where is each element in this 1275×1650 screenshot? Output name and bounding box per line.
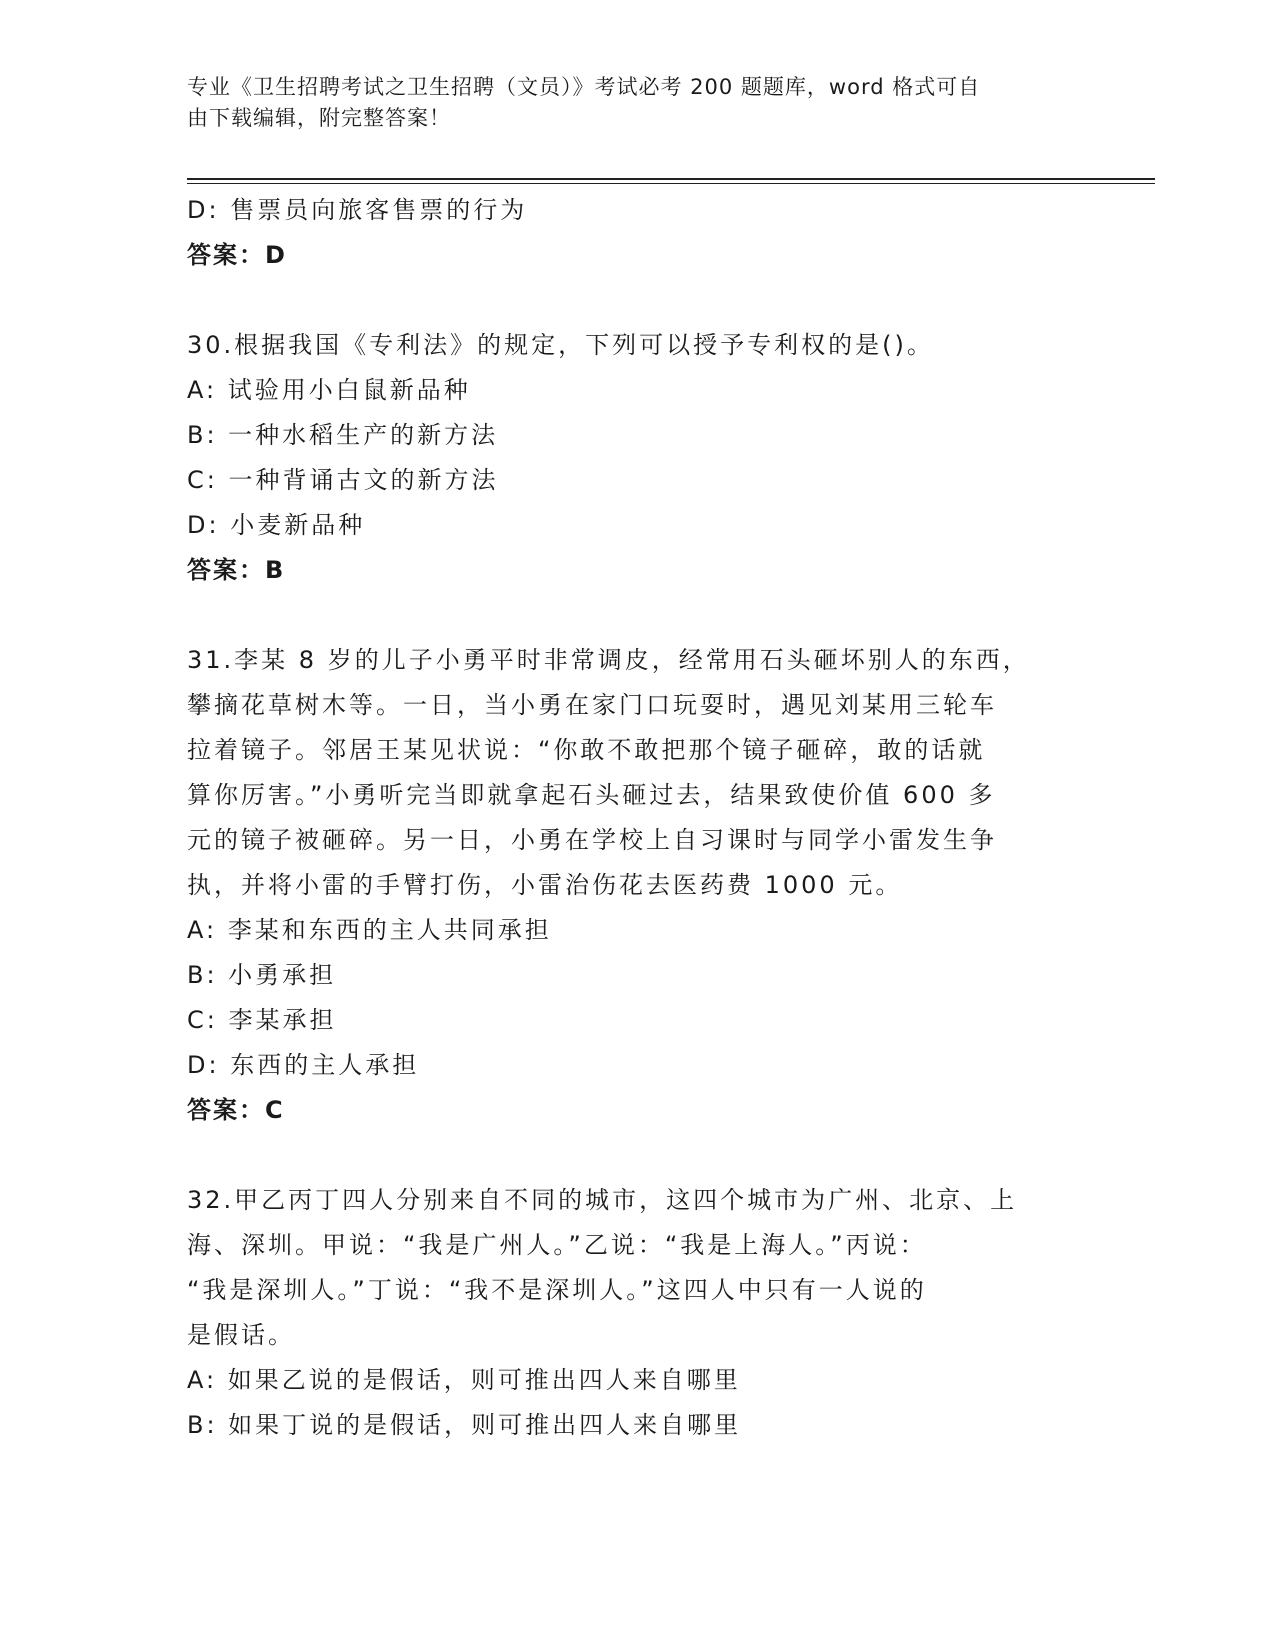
- question-31: [187, 638, 1087, 1133]
- option-b: B: 一种水稻生产的新方法: [187, 421, 499, 449]
- option-d: D: 东西的主人承担: [187, 1051, 420, 1079]
- spacer: [187, 593, 1087, 638]
- question-stem-line: 是假话。: [187, 1321, 295, 1349]
- prev-answer: 答案：D: [187, 241, 287, 269]
- header-divider-thin: [187, 183, 1155, 184]
- question-stem-line: 攀摘花草树木等。一日，当小勇在家门口玩耍时，遇见刘某用三轮车: [187, 691, 997, 719]
- option-b: B: 如果丁说的是假话，则可推出四人来自哪里: [187, 1411, 742, 1439]
- question-stem-line: 32.甲乙丙丁四人分别来自不同的城市，这四个城市为广州、北京、上: [187, 1186, 1018, 1214]
- question-32: [187, 1178, 1087, 1448]
- question-stem-line: “我是深圳人。”丁说：“我不是深圳人。”这四人中只有一人说的: [187, 1276, 927, 1304]
- question-30: [187, 323, 1087, 593]
- option-b: B: 小勇承担: [187, 961, 337, 989]
- header-line-1: 专业《卫生招聘考试之卫生招聘（文员）》考试必考 200 题题库，word 格式可自: [187, 75, 981, 99]
- option-d: D: 小麦新品种: [187, 511, 366, 539]
- question-stem-line: 拉着镜子。邻居王某见状说：“你敢不敢把那个镜子砸碎，敢的话就: [187, 736, 986, 764]
- question-stem-line: 31.李某 8 岁的儿子小勇平时非常调皮，经常用石头砸坏别人的东西，: [187, 646, 1030, 674]
- question-stem-line: 海、深圳。甲说：“我是广州人。”乙说：“我是上海人。”丙说：: [187, 1231, 927, 1259]
- header-divider-thick: [187, 178, 1155, 180]
- spacer: [187, 1133, 1087, 1178]
- document-header: [187, 72, 1067, 134]
- question-stem-line: 元的镜子被砸碎。另一日，小勇在学校上自习课时与同学小雷发生争: [187, 826, 997, 854]
- header-line-2: 由下载编辑，附完整答案！: [187, 106, 451, 130]
- answer: 答案：B: [187, 556, 286, 584]
- option-a: A: 李某和东西的主人共同承担: [187, 916, 552, 944]
- option-a: A: 如果乙说的是假话，则可推出四人来自哪里: [187, 1366, 741, 1394]
- answer: 答案：C: [187, 1096, 285, 1124]
- option-c: C: 一种背诵古文的新方法: [187, 466, 499, 494]
- document-body: [187, 188, 1087, 1448]
- option-c: C: 李某承担: [187, 1006, 337, 1034]
- prev-option-d: D: 售票员向旅客售票的行为: [187, 196, 528, 224]
- question-stem-line: 执，并将小雷的手臂打伤，小雷治伤花去医药费 1000 元。: [187, 871, 903, 899]
- question-stem: 30.根据我国《专利法》的规定，下列可以授予专利权的是()。: [187, 331, 934, 359]
- option-a: A: 试验用小白鼠新品种: [187, 376, 471, 404]
- spacer: [187, 278, 1087, 323]
- question-stem-line: 算你厉害。”小勇听完当即就拿起石头砸过去，结果致使价值 600 多: [187, 781, 996, 809]
